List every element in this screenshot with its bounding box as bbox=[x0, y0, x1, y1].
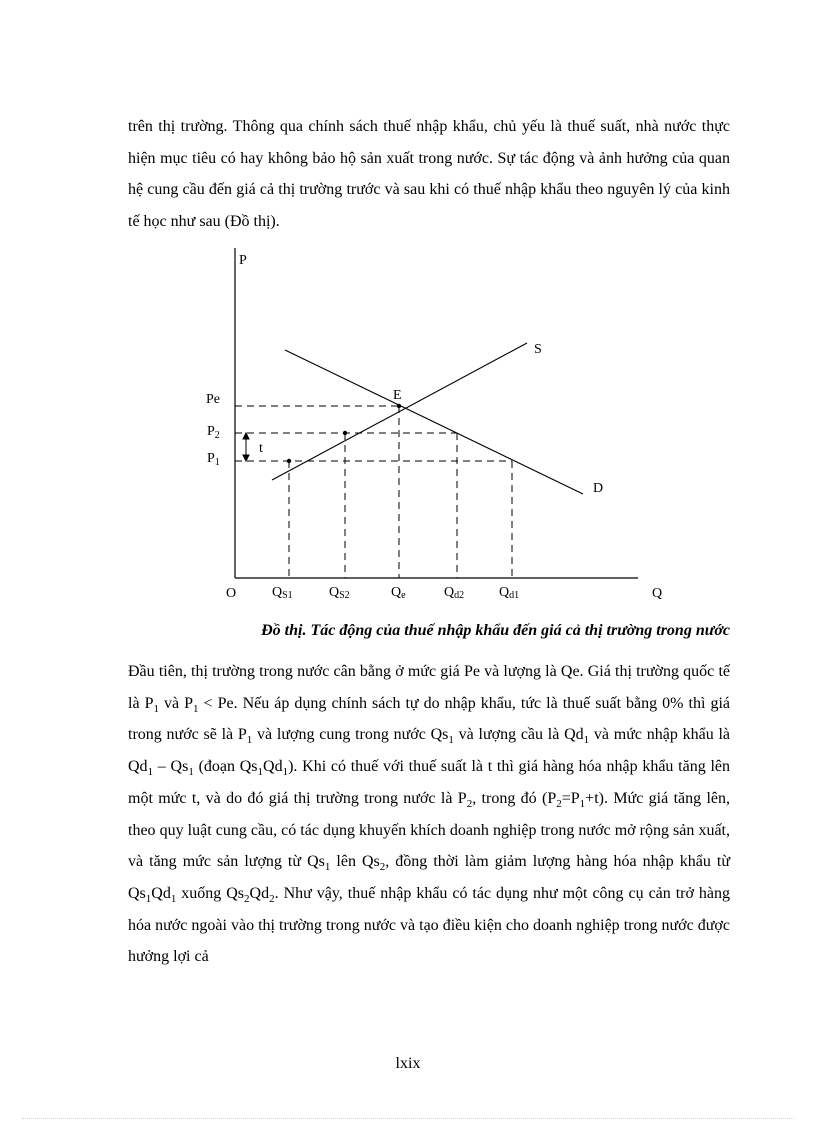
qd1-label: Qd1 bbox=[499, 585, 520, 601]
figure-caption: Đồ thị. Tác động của thuế nhập khẩu đến giá cả thị trường trong nước bbox=[261, 622, 730, 639]
equilibrium-label: E bbox=[393, 388, 402, 403]
demand-label: D bbox=[593, 481, 604, 496]
p2-label: $P_2$ bbox=[207, 424, 220, 441]
qe-label: Qe bbox=[391, 585, 406, 601]
page-number: lxix bbox=[395, 1055, 421, 1072]
p2-supply-point bbox=[343, 431, 347, 435]
p1-label: $P_1$ bbox=[207, 451, 220, 468]
x-axis-label: Q bbox=[652, 586, 663, 601]
pe-label: Pe bbox=[206, 392, 220, 407]
equilibrium-point bbox=[397, 404, 401, 408]
tariff-arrow bbox=[243, 433, 249, 461]
page-bottom-rule bbox=[22, 1118, 794, 1119]
qs1-label: QS1 bbox=[272, 585, 293, 601]
supply-demand-graph bbox=[190, 240, 670, 610]
y-axis-label: P bbox=[239, 253, 247, 268]
body-paragraph: Đầu tiên, thị trường trong nước cân bằng ở mức giá Pe và lượng là Qe. Giá thị trường quốc tế là $P_1$ và $P_1 < Pe$. Nếu áp dụng chính sách tự do nhập khẩu, tức là thuế suất bằng 0% thì giá trong nước sẽ là $P_1$ và lượng cung trong nước $Qs_1$ và lượng cầu là $Qd_1$ và mức nhập khẩu là $Qd_1 - Qs_1$ (đoạn $Qs_1Qd_1$). Khi có thuế với thuế suất là t thì giá hàng hóa nhập khẩu tăng lên một mức t, và do đó giá thị trường trong nước là $P_2$, trong đó $(P_2=P_1+t)$. Mức giá tăng lên, theo quy luật cung cầu, có tác dụng khuyến khích doanh nghiệp trong nước mở rộng sản xuất, và tăng mức sản lượng từ $Qs_1$ lên $Qs_2$, đồng thời làm giảm lượng hàng hóa nhập khẩu từ $Qs_1Qd_1$ xuống $Qs_2Qd_2$. Như vậy, thuế nhập khẩu có tác dụng như một công cụ cản trở hàng hóa nước ngoài vào thị trường trong nước và tạo điều kiện cho doanh nghiệp trong nước được hưởng lợi cả bbox=[128, 663, 731, 966]
p1-supply-point bbox=[287, 459, 291, 463]
supply-label: S bbox=[534, 342, 542, 357]
origin-label: O bbox=[226, 586, 237, 601]
qd2-label: Qd2 bbox=[444, 585, 465, 601]
qs2-label: QS2 bbox=[329, 585, 350, 601]
tariff-label: t bbox=[259, 441, 263, 456]
intro-paragraph: trên thị trường. Thông qua chính sách thuế nhập khẩu, chủ yếu là thuế suất, nhà nước thực hiện mục tiêu có hay không bảo hộ sản xuất trong nước. Sự tác động và ảnh hưởng của quan hệ cung cầu đến giá cả thị trường trước và sau khi có thuế nhập khẩu theo nguyên lý của kinh tế học như sau (Đồ thị). bbox=[128, 118, 730, 231]
demand-curve bbox=[285, 350, 583, 494]
